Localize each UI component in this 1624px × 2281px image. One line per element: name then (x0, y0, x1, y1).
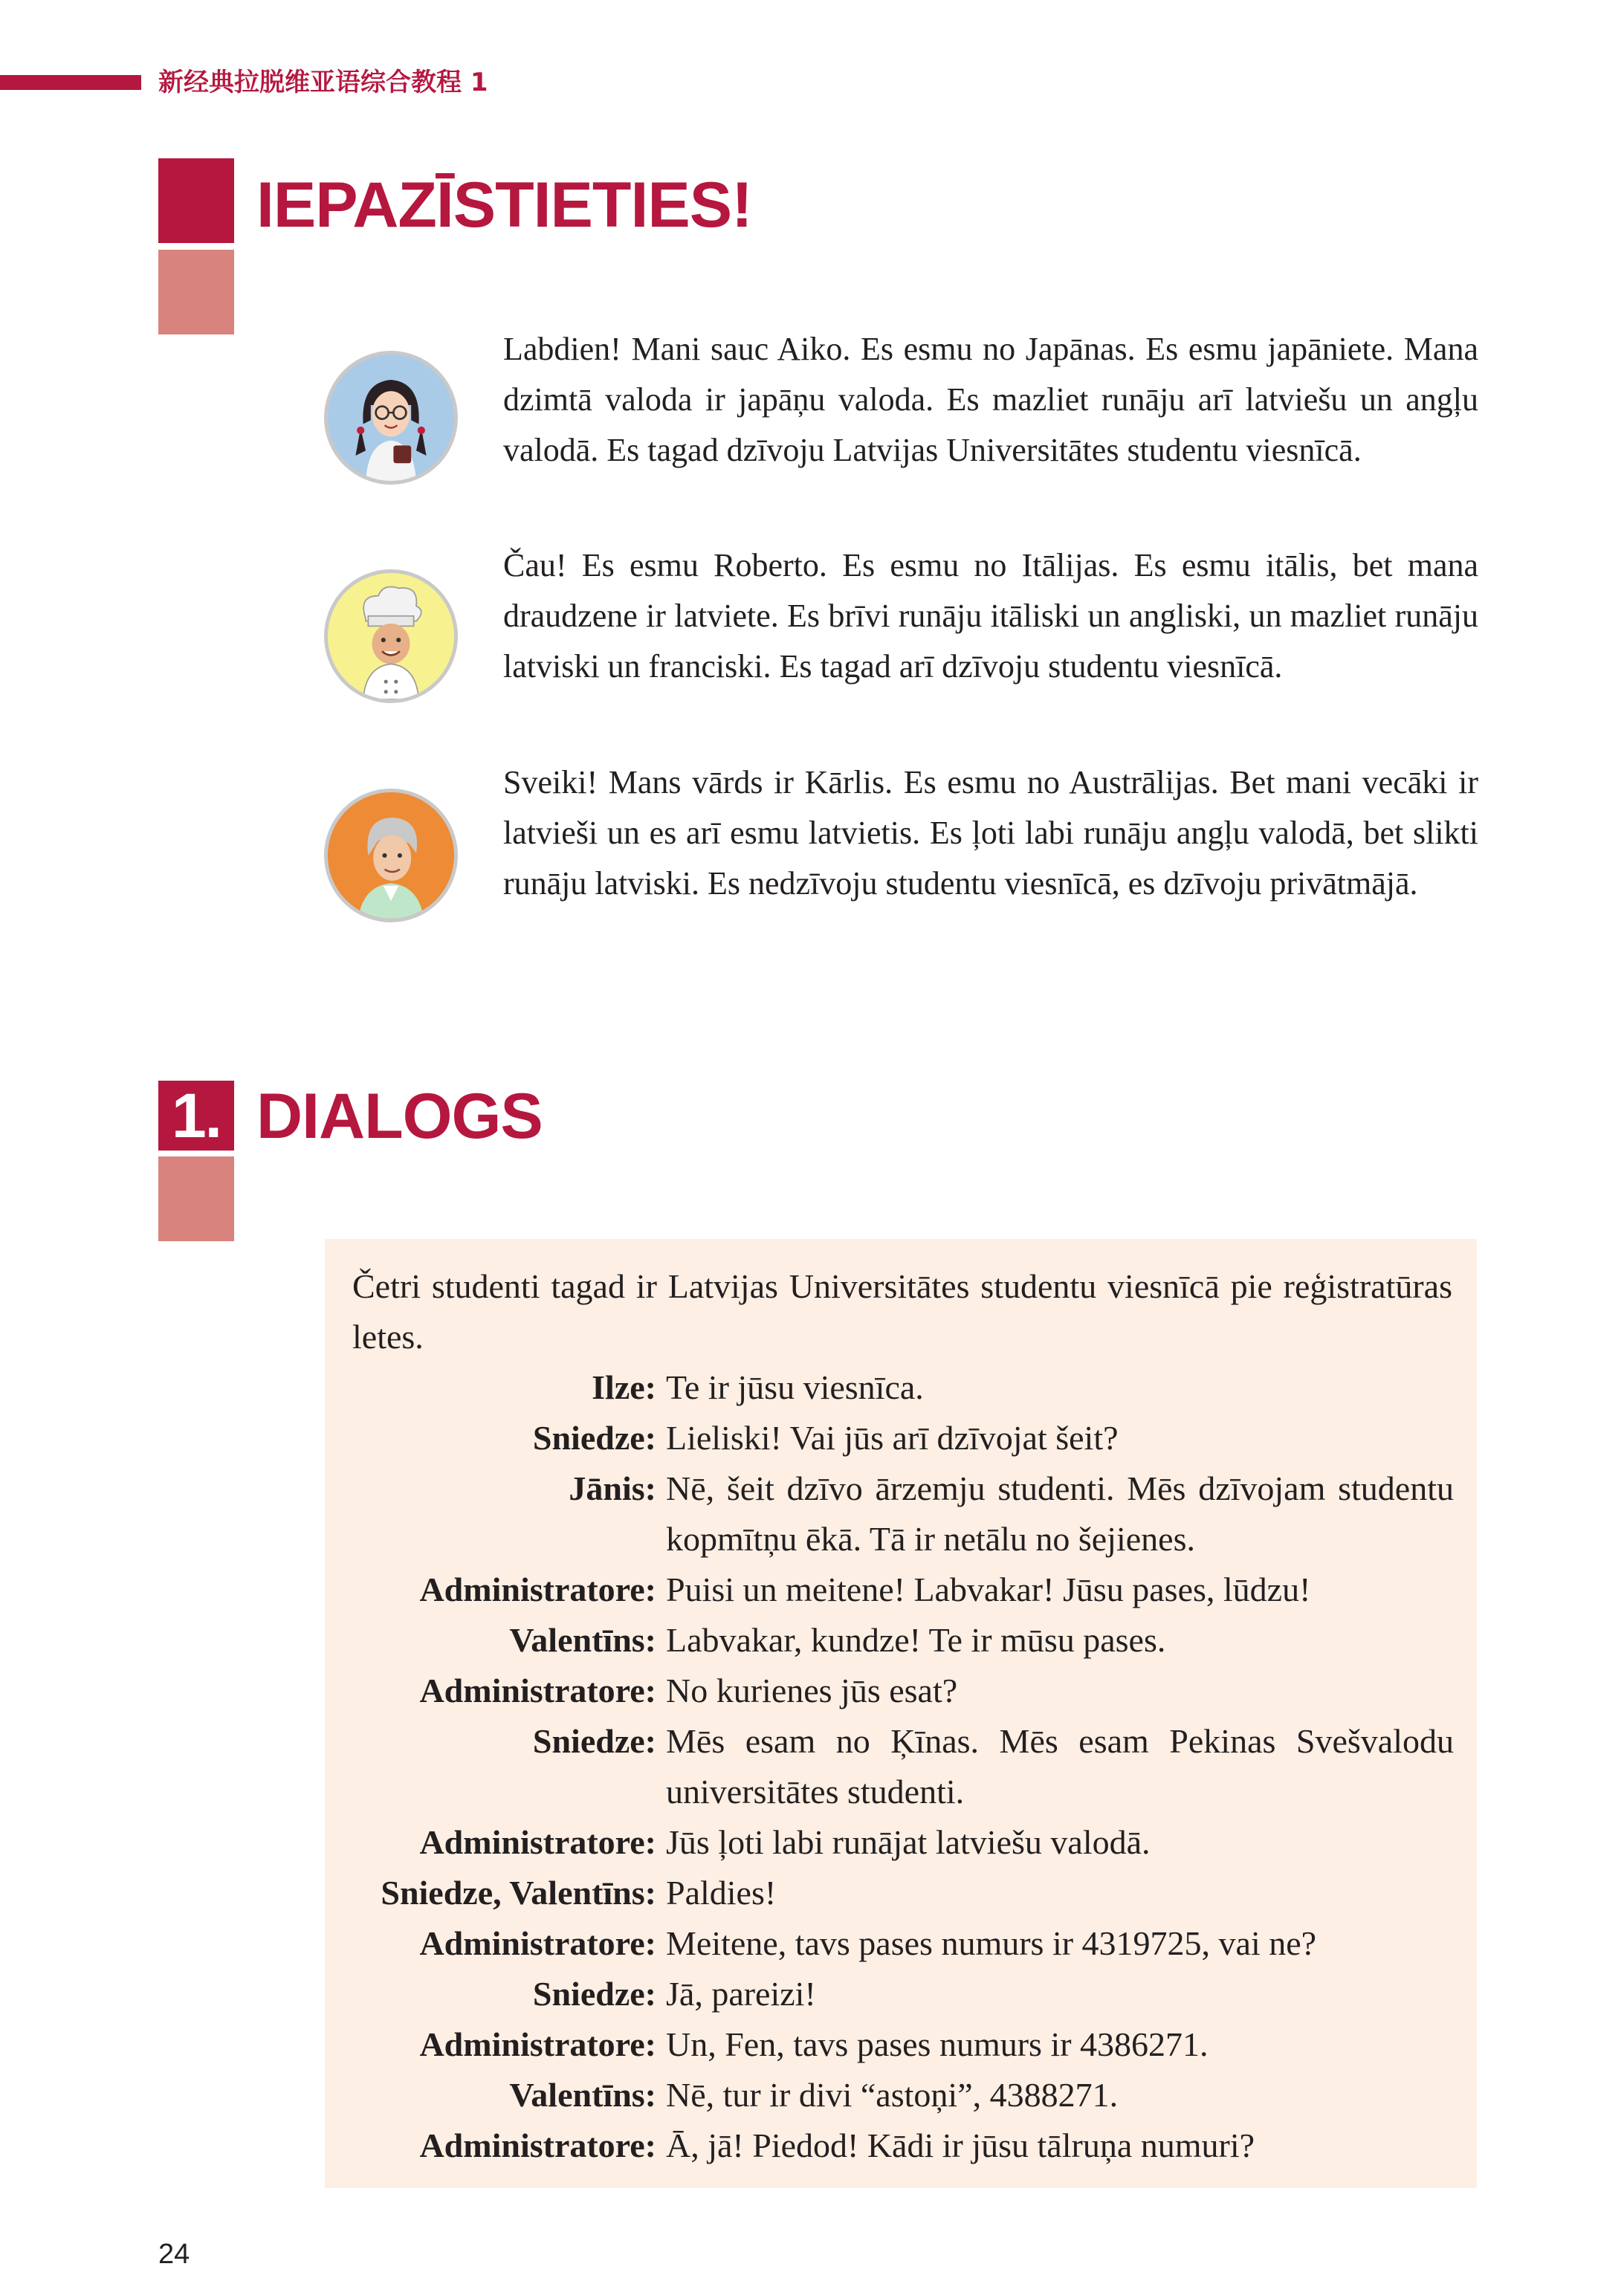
header-accent-band (0, 75, 141, 90)
dialog-speaker: Administratore: (419, 2025, 656, 2063)
dialog-utterance: Te ir jūsu viesnīca. (666, 1368, 924, 1406)
dialog-speaker: Administratore: (419, 1924, 656, 1962)
dialog-utterance: Jūs ļoti labi runājat latviešu valodā. (666, 1823, 1151, 1861)
dialog-intro: Četri studenti tagad ir Latvijas Universitātes studentu viesnīcā pie reģistratūras letes. (352, 1267, 1452, 1356)
dialog-utterance: Paldies! (666, 1874, 777, 1912)
dialog-utterance: Un, Fen, tavs pases numurs ir 4386271. (666, 2025, 1209, 2063)
dialog-utterance: Lieliski! Vai jūs arī dzīvojat šeit? (666, 1419, 1119, 1457)
running-head: 新经典拉脱维亚语综合教程 1 (158, 68, 488, 97)
dialog-speaker: Sniedze: (532, 1975, 656, 2013)
dialog-speaker: Valentīns: (509, 2076, 656, 2114)
section-marker-dark (158, 158, 234, 243)
section-title-dialog: DIALOGS (256, 1081, 543, 1152)
dialog-utterance: Mēs esam no Ķīnas. Mēs esam Pekinas Svešvalodu universitātes studenti. (666, 1722, 1454, 1811)
dialog-speaker: Administratore: (419, 1672, 656, 1709)
dialog-speaker: Sniedze: (532, 1419, 656, 1457)
dialog-utterance: Puisi un meitene! Labvakar! Jūsu pases, lūdzu! (666, 1570, 1311, 1608)
intro-paragraph-aiko: Labdien! Mani sauc Aiko. Es esmu no Japānas. Es esmu japāniete. Mana dzimtā valoda ir japāņu valoda. Es mazliet runāju arī latviešu un angļu valodā. Es tagad dzīvoju Latvijas Universitātes studentu viesnīcā. (503, 331, 1478, 468)
intro-paragraph-karlis: Sveiki! Mans vārds ir Kārlis. Es esmu no Austrālijas. Bet mani vecāki ir latvieši un es arī esmu latvietis. Es ļoti labi runāju angļu valodā, bet slikti runāju latviski. Es nedzīvoju studentu viesnīcā, es dzīvoju privātmājā. (503, 764, 1478, 902)
girl-with-glasses-avatar (324, 351, 458, 485)
dialog-speaker: Sniedze: (532, 1722, 656, 1760)
dialog-utterance: Nē, tur ir divi “astoņi”, 4388271. (666, 2076, 1119, 2114)
chef-avatar (324, 569, 458, 703)
dialog-utterance: Jā, pareizi! (666, 1975, 816, 2013)
section-number: 1. (171, 1081, 221, 1151)
grey-haired-man-avatar (324, 789, 458, 922)
dialog-utterance: Ā, jā! Piedod! Kādi ir jūsu tālruņa numuri? (666, 2126, 1255, 2164)
section-title-intro: IEPAZĪSTIETIES! (256, 169, 752, 241)
dialog-utterance: No kurienes jūs esat? (666, 1672, 958, 1709)
dialog-speaker: Ilze: (592, 1368, 656, 1406)
dialog-utterance: Meitene, tavs pases numurs ir 4319725, vai ne? (666, 1924, 1317, 1962)
dialog-utterance: Nē, šeit dzīvo ārzemju studenti. Mēs dzīvojam studentu kopmītņu ēkā. Tā ir netālu no šejienes. (666, 1469, 1454, 1558)
dialog-speaker: Administratore: (419, 1570, 656, 1608)
dialog-speaker: Jānis: (569, 1469, 656, 1507)
dialog-speaker: Administratore: (419, 2126, 656, 2164)
section-marker-light (158, 250, 234, 334)
section-marker-light (158, 1156, 234, 1241)
page-number: 24 (158, 2239, 190, 2270)
dialog-speaker: Valentīns: (509, 1621, 656, 1659)
intro-paragraph-roberto: Čau! Es esmu Roberto. Es esmu no Itālijas. Es esmu itālis, bet mana draudzene ir latviete. Es brīvi runāju itāliski un angliski, un mazliet runāju latviski un franciski. Es tagad arī dzīvoju studentu viesnīcā. (503, 547, 1478, 685)
dialog-speaker: Sniedze, Valentīns: (381, 1874, 656, 1912)
dialog-utterance: Labvakar, kundze! Te ir mūsu pases. (666, 1621, 1166, 1659)
dialog-speaker: Administratore: (419, 1823, 656, 1861)
